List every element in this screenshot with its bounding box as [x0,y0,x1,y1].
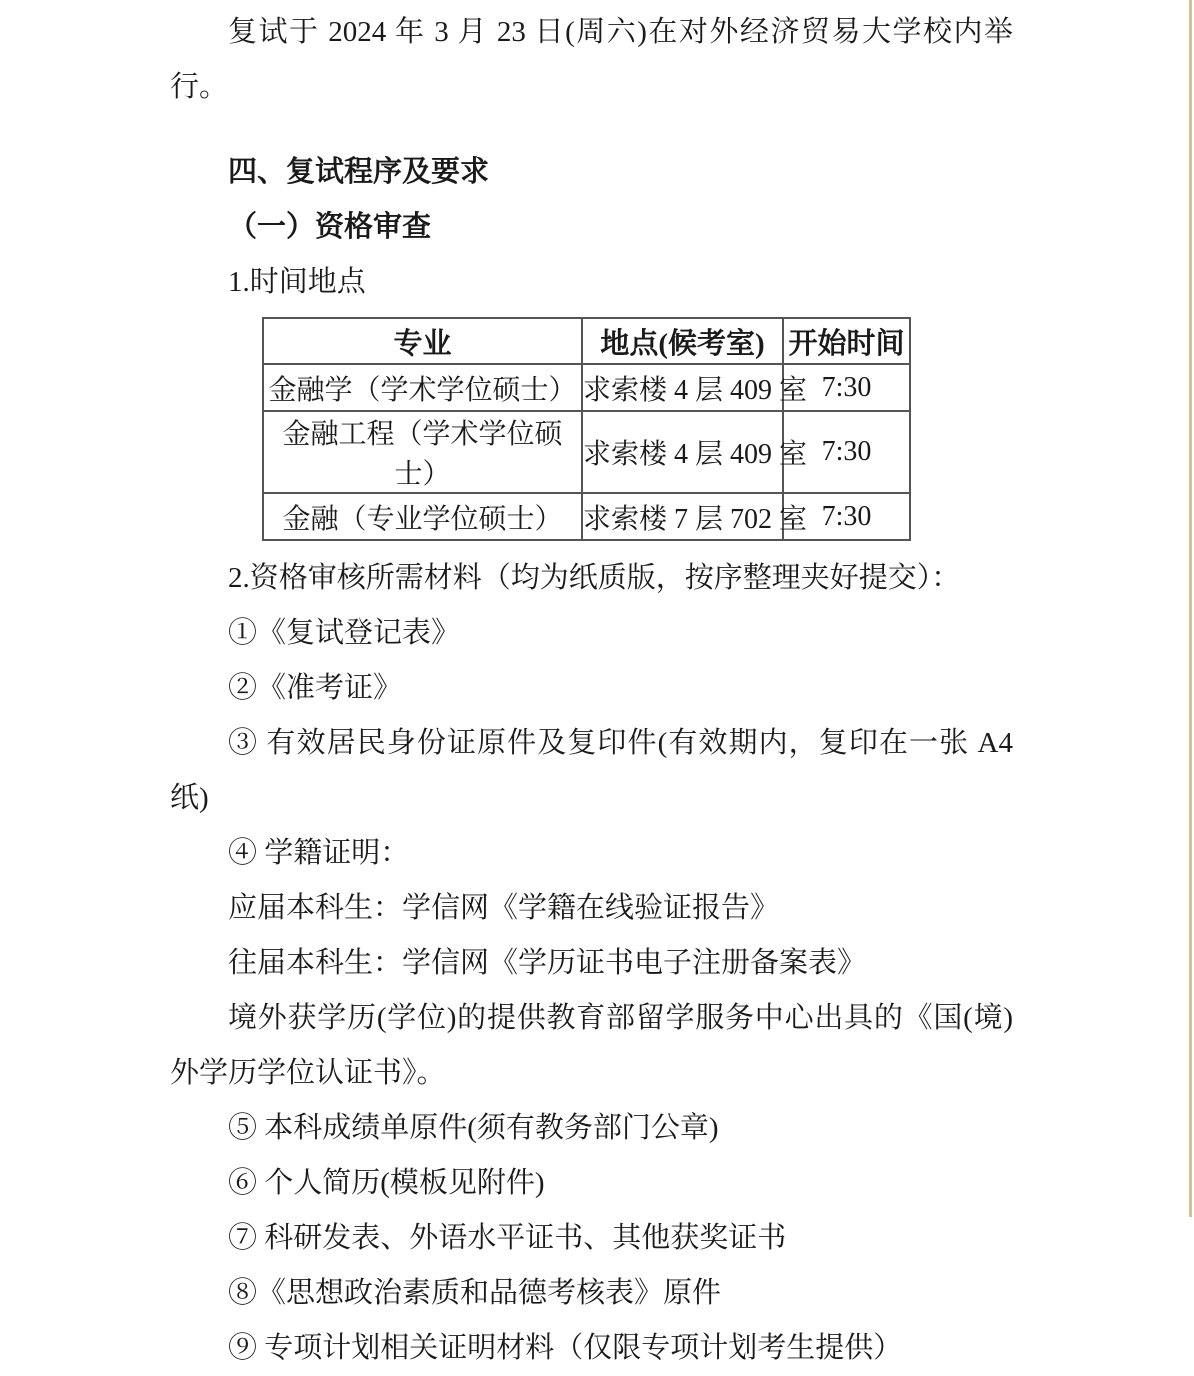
cell-location: 求索楼 7 层 702 室 [582,493,783,540]
material-item-7: ⑦ 科研发表、外语水平证书、其他获奖证书 [228,1222,787,1254]
exam-schedule-table [262,317,911,541]
document-body [170,5,1013,1376]
cell-major: 金融学（学术学位硕士） [263,364,582,411]
material-item-5: ⑤ 本科成绩单原件(须有教务部门公章) [228,1112,719,1144]
cell-location: 求索楼 4 层 409 室 [582,364,783,411]
col-header-location: 地点(候考室) [582,318,783,364]
table-row [263,493,910,540]
material-item-6: ⑥ 个人简历(模板见附件) [228,1167,545,1199]
material-item-9: ⑨ 专项计划相关证明材料（仅限专项计划考生提供） [228,1332,903,1364]
cell-start-time: 7:30 [783,493,910,540]
subsection-heading: （一）资格审查 [228,211,432,243]
section-heading: 四、复试程序及要求 [228,156,490,188]
page-edge-strip [1189,0,1192,1217]
material-item-3: ③ 有效居民身份证原件及复印件(有效期内，复印在一张 A4 纸) [170,727,1013,814]
table-header-row [263,318,910,364]
table-row [263,364,910,411]
item2-heading: 2.资格审核所需材料（均为纸质版，按序整理夹好提交）： [228,562,961,594]
material-item-8: ⑧《思想政治素质和品德考核表》原件 [228,1277,722,1309]
material-item-1: ①《复试登记表》 [228,617,461,649]
col-header-major: 专业 [263,318,582,364]
cell-location: 求索楼 4 层 409 室 [582,411,783,493]
xueji-detail-previous: 往届本科生：学信网《学历证书电子注册备案表》 [228,947,867,979]
material-item-2: ②《准考证》 [228,672,403,704]
cell-start-time: 7:30 [783,411,910,493]
material-item-4: ④ 学籍证明： [228,837,410,869]
xueji-detail-current: 应届本科生：学信网《学籍在线验证报告》 [228,892,780,924]
table-row [263,411,910,493]
intro-paragraph: 复试于 2024 年 3 月 23 日(周六)在对外经济贸易大学校内举行。 [170,16,1013,103]
item1-heading: 1.时间地点 [228,266,366,298]
cell-major: 金融工程（学术学位硕士） [263,411,582,493]
col-header-start-time: 开始时间 [783,318,910,364]
cell-major: 金融（专业学位硕士） [263,493,582,540]
xueji-detail-overseas: 境外获学历(学位)的提供教育部留学服务中心出具的《国(境)外学历学位认证书》。 [170,1002,1013,1089]
cell-start-time: 7:30 [783,364,910,411]
